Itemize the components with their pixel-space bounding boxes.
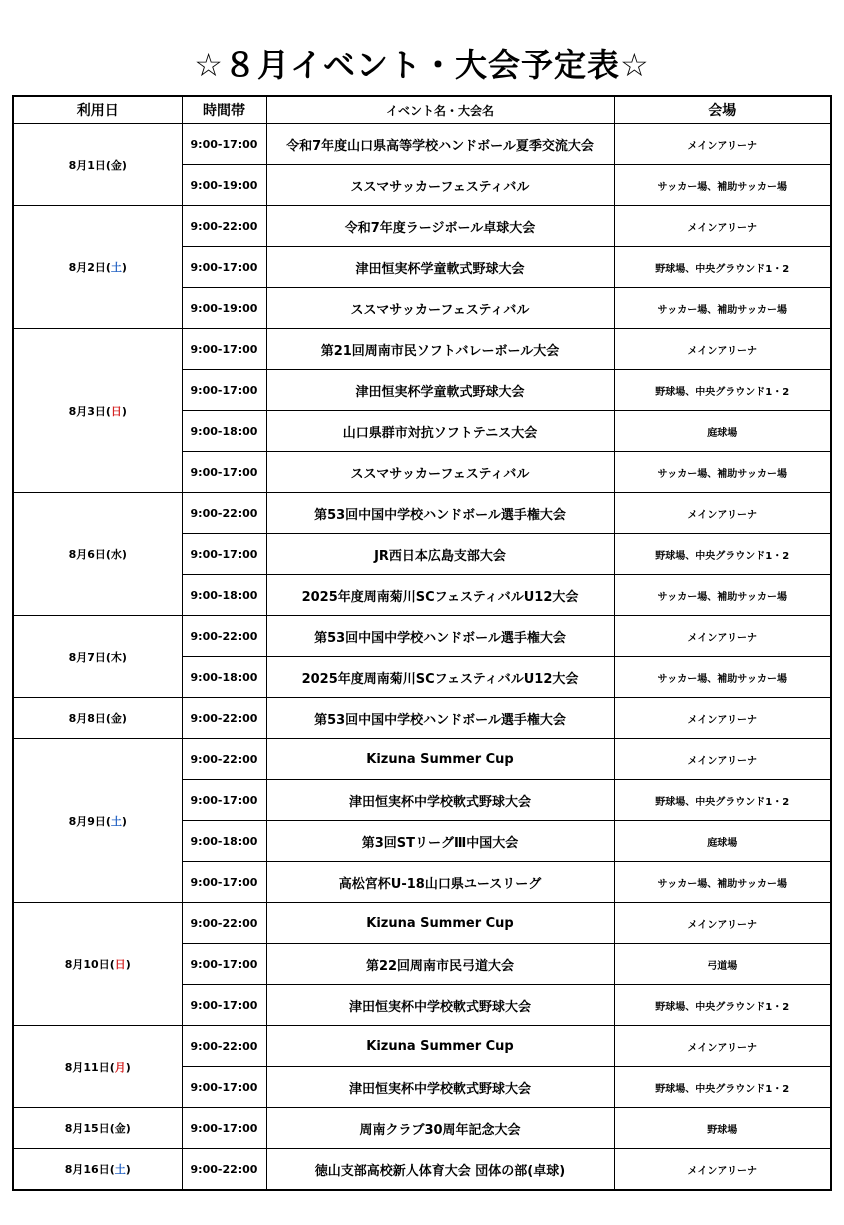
event-name-cell: 令和7年度山口県高等学校ハンドボール夏季交流大会	[266, 124, 614, 165]
time-cell: 9:00-19:00	[182, 165, 266, 206]
event-name-cell: ススマサッカーフェスティバル	[266, 288, 614, 329]
time-cell: 9:00-17:00	[182, 452, 266, 493]
date-cell: 8月8日(金)	[13, 698, 182, 739]
time-cell: 9:00-18:00	[182, 821, 266, 862]
event-name-cell: 第53回中国中学校ハンドボール選手権大会	[266, 616, 614, 657]
time-cell: 9:00-17:00	[182, 862, 266, 903]
table-row	[13, 124, 831, 165]
date-cell: 8月1日(金)	[13, 124, 182, 206]
date-cell: 8月3日(日)	[13, 329, 182, 493]
date-cell: 8月16日(土)	[13, 1149, 182, 1191]
table-row	[13, 698, 831, 739]
event-name-cell: ススマサッカーフェスティバル	[266, 452, 614, 493]
date-cell: 8月9日(土)	[13, 739, 182, 903]
weekday-label: 木	[110, 650, 122, 664]
event-name-cell: 第3回STリーグⅢ中国大会	[266, 821, 614, 862]
time-cell: 9:00-22:00	[182, 1149, 266, 1191]
page-title: ☆８月イベント・大会予定表☆	[194, 46, 650, 84]
time-cell: 9:00-22:00	[182, 206, 266, 247]
date-label: 8月3日(	[68, 404, 111, 418]
date-label: 8月6日(	[68, 548, 111, 561]
venue-cell: メインアリーナ	[614, 124, 831, 165]
time-cell: 9:00-18:00	[182, 411, 266, 452]
time-cell: 9:00-18:00	[182, 575, 266, 616]
event-name-cell: ススマサッカーフェスティバル	[266, 165, 614, 206]
venue-cell: 野球場、中央グラウンド1・2	[614, 780, 831, 821]
header-event: イベント名・大会名	[266, 96, 614, 124]
time-cell: 9:00-22:00	[182, 1026, 266, 1067]
venue-cell: 庭球場	[614, 411, 831, 452]
table-row	[13, 739, 831, 780]
event-name-cell: 第21回周南市民ソフトバレーボール大会	[266, 329, 614, 370]
venue-cell: サッカー場、補助サッカー場	[614, 657, 831, 698]
date-label: 8月15日(	[64, 1122, 115, 1135]
date-label: 8月8日(	[68, 712, 111, 725]
venue-cell: メインアリーナ	[614, 739, 831, 780]
event-name-cell: Kizuna Summer Cup	[266, 903, 614, 944]
venue-cell: サッカー場、補助サッカー場	[614, 288, 831, 329]
table-row	[13, 903, 831, 944]
event-name-cell: Kizuna Summer Cup	[266, 739, 614, 780]
venue-cell: 野球場、中央グラウンド1・2	[614, 1067, 831, 1108]
venue-cell: 野球場、中央グラウンド1・2	[614, 985, 831, 1026]
venue-cell: 弓道場	[614, 944, 831, 985]
event-name-cell: 津田恒実杯中学校軟式野球大会	[266, 780, 614, 821]
time-cell: 9:00-22:00	[182, 493, 266, 534]
event-name-cell: 徳山支部高校新人体育大会 団体の部(卓球)	[266, 1149, 614, 1191]
venue-cell: メインアリーナ	[614, 1149, 831, 1191]
event-name-cell: 山口県群市対抗ソフトテニス大会	[266, 411, 614, 452]
schedule-body	[13, 124, 831, 1191]
header-venue: 会場	[614, 96, 831, 124]
event-name-cell: 津田恒実杯学童軟式野球大会	[266, 247, 614, 288]
venue-cell: 野球場、中央グラウンド1・2	[614, 247, 831, 288]
venue-cell: 野球場、中央グラウンド1・2	[614, 370, 831, 411]
time-cell: 9:00-17:00	[182, 534, 266, 575]
time-cell: 9:00-18:00	[182, 657, 266, 698]
schedule-table	[12, 95, 832, 1191]
event-name-cell: 令和7年度ラージボール卓球大会	[266, 206, 614, 247]
date-cell: 8月7日(木)	[13, 616, 182, 698]
venue-cell: サッカー場、補助サッカー場	[614, 165, 831, 206]
event-name-cell: JR西日本広島支部大会	[266, 534, 614, 575]
date-cell: 8月6日(水)	[13, 493, 182, 616]
venue-cell: メインアリーナ	[614, 698, 831, 739]
event-name-cell: 高松宮杯U-18山口県ユースリーグ	[266, 862, 614, 903]
time-cell: 9:00-17:00	[182, 1067, 266, 1108]
table-row	[13, 1108, 831, 1149]
date-label: 8月16日(	[64, 1163, 115, 1176]
header-time: 時間帯	[182, 96, 266, 124]
weekday-label: 水	[110, 548, 122, 561]
date-label: 8月11日(	[64, 1060, 115, 1074]
event-name-cell: 第22回周南市民弓道大会	[266, 944, 614, 985]
weekday-label: 月	[114, 1060, 126, 1074]
time-cell: 9:00-17:00	[182, 944, 266, 985]
venue-cell: 庭球場	[614, 821, 831, 862]
event-name-cell: 第53回中国中学校ハンドボール選手権大会	[266, 493, 614, 534]
event-name-cell: 津田恒実杯学童軟式野球大会	[266, 370, 614, 411]
date-cell: 8月11日(月)	[13, 1026, 182, 1108]
time-cell: 9:00-22:00	[182, 903, 266, 944]
date-label: 8月1日(	[68, 158, 111, 172]
venue-cell: サッカー場、補助サッカー場	[614, 862, 831, 903]
venue-cell: メインアリーナ	[614, 329, 831, 370]
table-row	[13, 329, 831, 370]
time-cell: 9:00-17:00	[182, 247, 266, 288]
table-row	[13, 1026, 831, 1067]
table-row	[13, 1149, 831, 1191]
date-cell: 8月10日(日)	[13, 903, 182, 1026]
date-cell: 8月15日(金)	[13, 1108, 182, 1149]
time-cell: 9:00-19:00	[182, 288, 266, 329]
table-row	[13, 493, 831, 534]
date-label: 8月9日(	[68, 814, 111, 828]
event-name-cell: 津田恒実杯中学校軟式野球大会	[266, 985, 614, 1026]
weekday-label: 土	[110, 261, 122, 274]
event-name-cell: 第53回中国中学校ハンドボール選手権大会	[266, 698, 614, 739]
header-date: 利用日	[13, 96, 182, 124]
venue-cell: 野球場、中央グラウンド1・2	[614, 534, 831, 575]
time-cell: 9:00-22:00	[182, 739, 266, 780]
time-cell: 9:00-22:00	[182, 616, 266, 657]
date-label: 8月2日(	[68, 261, 111, 274]
weekday-label: 日	[110, 404, 122, 418]
event-name-cell: Kizuna Summer Cup	[266, 1026, 614, 1067]
weekday-label: 日	[114, 958, 126, 971]
event-name-cell: 津田恒実杯中学校軟式野球大会	[266, 1067, 614, 1108]
venue-cell: メインアリーナ	[614, 1026, 831, 1067]
event-name-cell: 2025年度周南菊川SCフェスティバルU12大会	[266, 575, 614, 616]
weekday-label: 金	[110, 158, 122, 172]
time-cell: 9:00-17:00	[182, 124, 266, 165]
event-name-cell: 周南クラブ30周年記念大会	[266, 1108, 614, 1149]
time-cell: 9:00-17:00	[182, 329, 266, 370]
time-cell: 9:00-17:00	[182, 1108, 266, 1149]
venue-cell: サッカー場、補助サッカー場	[614, 452, 831, 493]
weekday-label: 土	[110, 814, 122, 828]
venue-cell: メインアリーナ	[614, 616, 831, 657]
event-name-cell: 2025年度周南菊川SCフェスティバルU12大会	[266, 657, 614, 698]
venue-cell: メインアリーナ	[614, 493, 831, 534]
table-row	[13, 616, 831, 657]
date-label: 8月7日(	[68, 650, 111, 664]
venue-cell: サッカー場、補助サッカー場	[614, 575, 831, 616]
weekday-label: 金	[110, 712, 122, 725]
weekday-label: 金	[114, 1122, 126, 1135]
time-cell: 9:00-17:00	[182, 780, 266, 821]
time-cell: 9:00-17:00	[182, 985, 266, 1026]
header-row	[13, 96, 831, 124]
weekday-label: 土	[114, 1163, 126, 1176]
date-label: 8月10日(	[64, 958, 115, 971]
venue-cell: メインアリーナ	[614, 206, 831, 247]
table-row	[13, 206, 831, 247]
date-cell: 8月2日(土)	[13, 206, 182, 329]
venue-cell: 野球場	[614, 1108, 831, 1149]
venue-cell: メインアリーナ	[614, 903, 831, 944]
time-cell: 9:00-17:00	[182, 370, 266, 411]
time-cell: 9:00-22:00	[182, 698, 266, 739]
